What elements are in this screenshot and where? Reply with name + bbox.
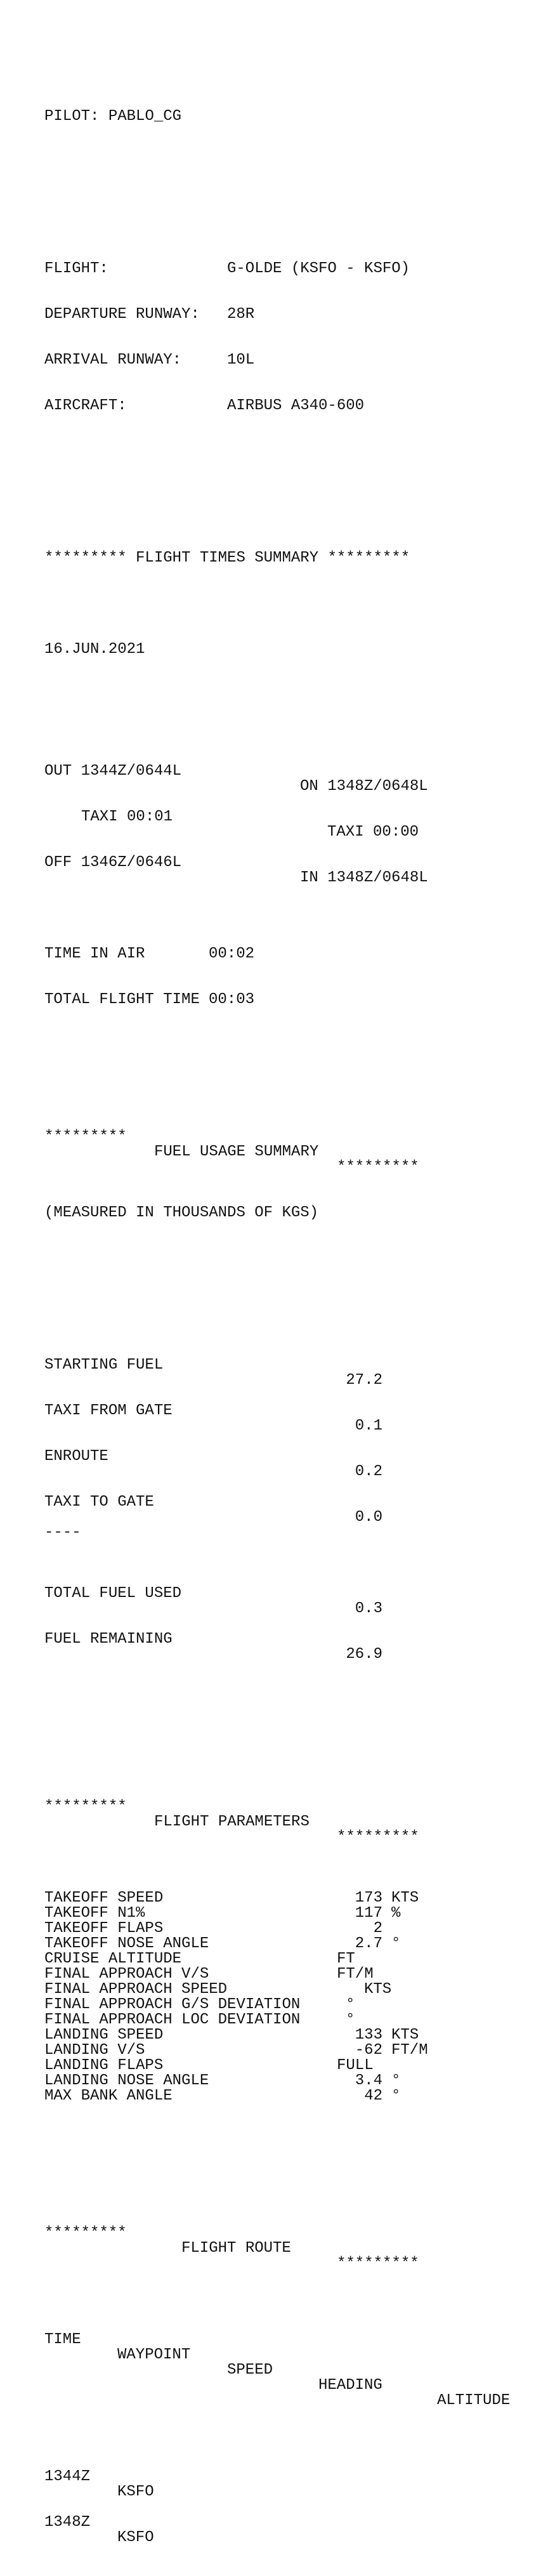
param-unit: ° — [391, 1935, 401, 1952]
params-header-title: FLIGHT PARAMETERS — [154, 1813, 310, 1830]
route-header-stars-left: ********* — [44, 2224, 127, 2242]
param-row — [44, 2058, 545, 2073]
param-unit: % — [391, 1905, 401, 1922]
param-label: FINAL APPROACH V/S — [44, 1966, 209, 1983]
total-fuel-used-label: TOTAL FUEL USED — [44, 1585, 182, 1602]
aircraft-label: AIRCRAFT: — [44, 397, 127, 414]
param-unit: FT — [337, 1950, 355, 1968]
param-row — [44, 2028, 545, 2043]
param-unit: KTS — [391, 2027, 419, 2044]
pilot-line — [44, 109, 545, 124]
arrival-runway-label: ARRIVAL RUNWAY: — [44, 352, 182, 369]
route-row-time: 1348Z — [44, 2514, 91, 2531]
times-row-off-in — [44, 840, 545, 886]
param-label: LANDING V/S — [44, 2042, 145, 2059]
flight-date: 16.JUN.2021 — [44, 641, 145, 658]
param-value: 133 — [355, 2027, 382, 2044]
route-row — [44, 2454, 545, 2500]
taxi-in-value: 00:00 — [373, 824, 419, 841]
route-column-headers — [44, 2317, 545, 2409]
params-table — [44, 1891, 545, 2104]
fuel-header-title: FUEL USAGE SUMMARY — [154, 1143, 319, 1160]
param-label: LANDING SPEED — [44, 2027, 164, 2044]
flight-info-row — [44, 307, 545, 322]
fuel-row — [44, 1434, 545, 1480]
route-header-stars-right: ********* — [337, 2255, 419, 2272]
pilot-label: PILOT: — [44, 108, 100, 125]
fuel-divider: ---- — [44, 1524, 81, 1541]
flight-label: FLIGHT: — [44, 260, 108, 277]
fuel-row-label: TAXI FROM GATE — [44, 1402, 173, 1419]
on-label: ON — [300, 778, 318, 795]
total-flight-time-row — [44, 992, 545, 1008]
param-value: 2 — [373, 1920, 382, 1937]
param-label: TAKEOFF SPEED — [44, 1889, 164, 1907]
param-label: CRUISE ALTITUDE — [44, 1950, 182, 1968]
param-label: MAX BANK ANGLE — [44, 2087, 173, 2105]
param-row — [44, 2073, 545, 2089]
out-label: OUT — [44, 763, 72, 780]
param-unit: FT/M — [391, 2042, 428, 2059]
departure-runway-label: DEPARTURE RUNWAY: — [44, 306, 200, 323]
times-row-out-on — [44, 749, 545, 795]
times-row-taxi — [44, 794, 545, 841]
params-header — [44, 1784, 545, 1846]
arrival-runway-value: 10L — [227, 352, 255, 369]
aircraft-value: AIRBUS A340-600 — [227, 397, 365, 414]
param-label: TAKEOFF FLAPS — [44, 1920, 164, 1937]
route-row-waypoint: KSFO — [117, 2483, 154, 2500]
param-value: 3.4 — [355, 2072, 382, 2089]
param-row — [44, 1906, 545, 1921]
route-col-time: TIME — [44, 2331, 81, 2348]
route-row-time: 1344Z — [44, 2468, 91, 2485]
fuel-row-label: TAXI TO GATE — [44, 1494, 154, 1511]
param-row — [44, 1891, 545, 1906]
param-value: 173 — [355, 1889, 382, 1907]
time-in-air-label: TIME IN AIR — [44, 945, 145, 963]
param-row — [44, 2043, 545, 2058]
fuel-row-value: 0.0 — [355, 1509, 382, 1526]
flight-info-row — [44, 261, 545, 277]
param-unit: ° — [391, 2087, 401, 2105]
fuel-total-row — [44, 1571, 545, 1617]
param-row — [44, 1982, 545, 1997]
param-row — [44, 1936, 545, 1952]
taxi-in-label: TAXI — [327, 824, 364, 841]
fuel-row — [44, 1388, 545, 1435]
fuel-row-label: ENROUTE — [44, 1448, 108, 1465]
param-value: 42 — [364, 2087, 382, 2105]
params-header-stars-right: ********* — [337, 1829, 419, 1846]
fuel-table — [44, 1312, 545, 1662]
route-col-speed: SPEED — [227, 2362, 273, 2379]
param-value: FULL — [337, 2057, 374, 2074]
param-unit: KTS — [364, 1981, 392, 1998]
param-unit: KTS — [391, 1889, 419, 1907]
flight-report — [44, 48, 545, 2576]
route-row-waypoint: KSFO — [117, 2529, 154, 2546]
pilot-name: PABLO_CG — [108, 108, 182, 125]
fuel-row-value: 0.1 — [355, 1417, 382, 1435]
total-flight-time-value: 00:03 — [209, 991, 255, 1008]
fuel-row — [44, 1343, 545, 1389]
route-table — [44, 2424, 545, 2546]
fuel-remaining-value: 26.9 — [346, 1646, 382, 1663]
route-col-heading: HEADING — [318, 2377, 382, 2394]
param-label: TAKEOFF N1% — [44, 1905, 145, 1922]
param-row — [44, 1967, 545, 1982]
total-fuel-used-value: 0.3 — [355, 1600, 382, 1617]
departure-runway-value: 28R — [227, 306, 255, 323]
param-unit: ° — [391, 2072, 401, 2089]
route-header-title: FLIGHT ROUTE — [181, 2240, 291, 2257]
flight-info — [44, 231, 545, 444]
params-header-stars-left: ********* — [44, 1798, 127, 1815]
fuel-row-value: 27.2 — [346, 1372, 382, 1389]
route-col-altitude: ALTITUDE — [437, 2392, 511, 2409]
fuel-header-stars-left: ********* — [44, 1128, 127, 1145]
fuel-remaining-label: FUEL REMAINING — [44, 1631, 173, 1648]
fuel-row-value: 0.2 — [355, 1463, 382, 1480]
flight-info-row — [44, 398, 545, 414]
param-label: FINAL APPROACH SPEED — [44, 1981, 228, 1998]
param-unit: ° — [346, 2011, 355, 2028]
param-label: LANDING NOSE ANGLE — [44, 2072, 209, 2089]
param-label: TAKEOFF NOSE ANGLE — [44, 1935, 209, 1952]
param-row — [44, 1921, 545, 1936]
taxi-out-value: 00:01 — [127, 808, 173, 825]
param-label: LANDING FLAPS — [44, 2057, 164, 2074]
param-label: FINAL APPROACH LOC DEVIATION — [44, 2011, 301, 2028]
route-row — [44, 2500, 545, 2546]
fuel-total-row — [44, 1617, 545, 1663]
time-in-air-value: 00:02 — [209, 945, 255, 963]
fuel-row-label: STARTING FUEL — [44, 1357, 164, 1374]
param-row — [44, 1952, 545, 1967]
in-value: 1348Z/0648L — [327, 869, 428, 886]
in-label: IN — [300, 869, 318, 886]
route-col-waypoint: WAYPOINT — [117, 2346, 191, 2363]
param-row — [44, 2013, 545, 2028]
param-row — [44, 1997, 545, 2013]
param-value: -62 — [355, 2042, 382, 2059]
fuel-header-stars-right: ********* — [337, 1159, 419, 1176]
on-value: 1348Z/0648L — [327, 778, 428, 795]
param-unit: FT/M — [337, 1966, 374, 1983]
param-value: 117 — [355, 1905, 382, 1922]
route-header — [44, 2211, 545, 2272]
off-label: OFF — [44, 854, 72, 871]
total-flight-time-label: TOTAL FLIGHT TIME — [44, 991, 200, 1008]
taxi-out-label: TAXI — [81, 808, 118, 825]
off-value: 1346Z/0646L — [81, 854, 182, 871]
time-in-air-row — [44, 947, 545, 962]
fuel-units-note: (MEASURED IN THOUSANDS OF KGS) — [44, 1204, 319, 1221]
flight-value: G-OLDE (KSFO - KSFO) — [227, 260, 410, 277]
param-row — [44, 2089, 545, 2104]
flight-info-row — [44, 353, 545, 368]
times-header: ********* FLIGHT TIMES SUMMARY ********* — [44, 549, 410, 567]
param-unit: ° — [346, 1996, 355, 2013]
fuel-header — [44, 1114, 545, 1176]
out-value: 1344Z/0644L — [81, 763, 182, 780]
param-value: 2.7 — [355, 1935, 382, 1952]
param-label: FINAL APPROACH G/S DEVIATION — [44, 1996, 301, 2013]
fuel-row — [44, 1480, 545, 1526]
